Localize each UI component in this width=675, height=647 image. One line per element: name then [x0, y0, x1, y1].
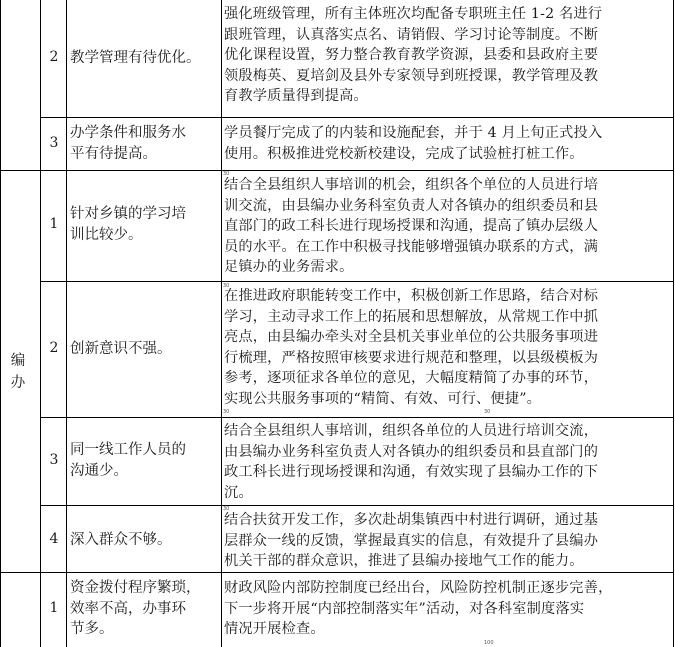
row-number: 2 [49, 49, 59, 65]
column-divider-issue [221, 0, 222, 647]
issue-text: 教学管理有待优化。 [70, 50, 201, 66]
issue-text: 同一线工作人员的 沟通少。 [70, 442, 186, 479]
measure-text: 财政风险内部防控制度已经出台，风险防控机制正逐步完善， 下一步将开展“内部控制落实年”活动，对各科室制度落实 情况开展检查。 [224, 580, 613, 637]
scan-mark: 30 [223, 506, 230, 512]
section-divider [0, 572, 674, 573]
row-number: 3 [49, 452, 59, 468]
measure-text: 结合扶贫开发工作，多次赴胡集镇西中村进行调研，通过基 层群众一线的反馈，掌握最真实的信息，有效提升了县编办 机关干部的群众意识，推进了县编办接地气工作的能力。 [224, 512, 599, 569]
table-border-right [673, 0, 674, 647]
row-number: 3 [49, 135, 59, 151]
scan-mark: 30 [223, 409, 230, 415]
scan-mark: 30 [223, 283, 230, 289]
department-label: 编 办 [10, 353, 26, 391]
row-divider [40, 505, 674, 506]
row-number: 4 [49, 531, 59, 547]
measure-text: 强化班级管理，所有主体班次均配备专职班主任 1-2 名进行 跟班管理，认真落实点名、请销假、学习讨论等制度。不断 优化课程设置，努力整合教育教学资源，县委和县政府主要 领殷梅英、夏培剑及县外专家领导到班授课，教学管理及教 育教学质量得到提高。 [224, 6, 603, 104]
column-divider-num [66, 0, 67, 647]
measure-text: 学员餐厅完成了的内装和设施配套，并于 4 月上旬正式投入 使用。积极推进党校新校建设，完成了试验桩打桩工作。 [224, 125, 603, 162]
scan-mark: 30 [223, 171, 230, 177]
issue-text: 资金拨付程序繁琐， 效率不高，办事环 节多。 [70, 580, 201, 637]
row-number: 1 [49, 600, 59, 616]
measure-text: 结合全县组织人事培训的机会，组织各个单位的人员进行培 训交流，由县编办业务科室负责人对各镇办的组织委员和县 直部门的政工科长进行现场授课和沟通，提高了镇办层级人 员的水平。在工作中积极寻找能够增强镇办联系的方式，满 足镇办的业务需求。 [224, 177, 599, 275]
section-divider [0, 170, 674, 171]
row-divider [40, 417, 674, 418]
table-border-left [0, 0, 1, 647]
measure-text: 结合全县组织人事培训，组织各单位的人员进行培训交流， 由县编办业务科室负责人对各镇办的组织委员和县直部门的 政工科长进行现场授课和沟通，有效实现了县编办工作的下 沉。 [224, 423, 599, 501]
issue-text: 深入群众不够。 [70, 532, 172, 548]
column-divider-dept [40, 0, 41, 647]
issue-text: 创新意识不强。 [70, 341, 172, 357]
issue-text: 办学条件和服务水 平有待提高。 [70, 125, 186, 162]
row-number: 1 [49, 216, 59, 232]
row-divider [40, 117, 674, 118]
row-divider [40, 281, 674, 282]
measure-text: 在推进政府职能转变工作中，积极创新工作思路，结合对标 学习，主动寻求工作上的拓展和思想解放，从常规工作中抓 亮点，由县编办牵头对全县机关事业单位的公共服务事项进 行梳理，严格按照审核要求进行规范和整理，以县级模板为 参考，逐项征求各单位的意见，大幅度精简了办事的环节， 实现公共服务事项的“精简、有效、可行、便捷”。 [224, 288, 599, 407]
scan-mark: 100 [484, 640, 494, 646]
row-number: 2 [49, 340, 59, 356]
issue-text: 针对乡镇的学习培 训比较少。 [70, 206, 186, 243]
scan-mark: 30 [484, 409, 491, 415]
